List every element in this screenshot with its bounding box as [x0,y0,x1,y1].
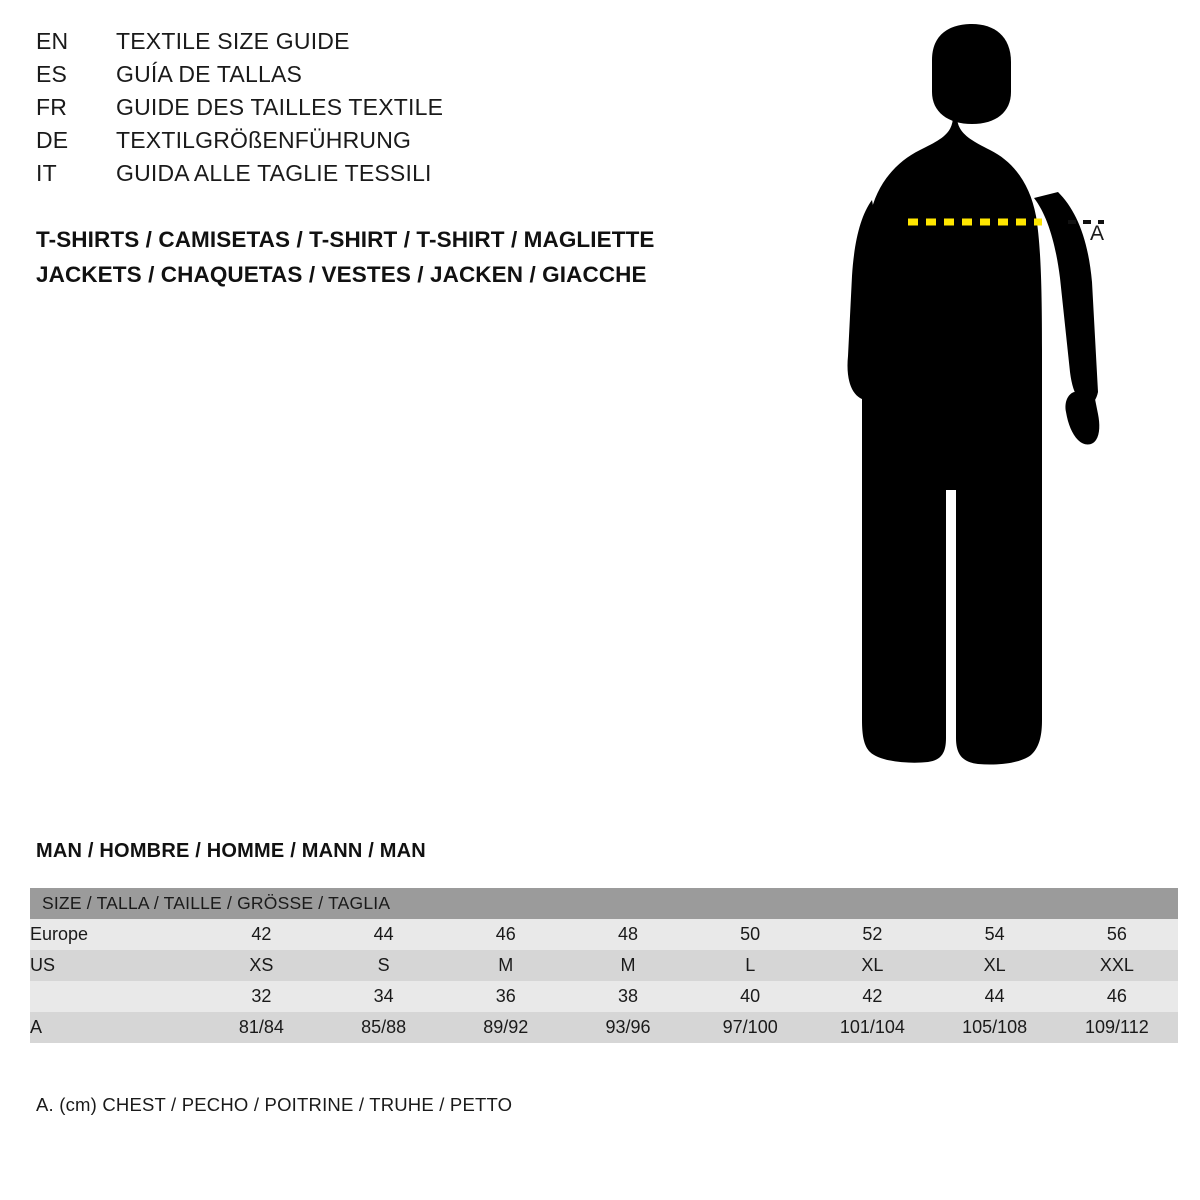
cell-value: 44 [934,981,1056,1012]
size-table [30,888,1178,1043]
language-row [36,160,736,193]
cell-value: XXL [1056,950,1178,981]
cell-value: 50 [689,919,811,950]
cell-value: 85/88 [322,1012,444,1043]
language-title: GUIDA ALLE TAGLIE TESSILI [116,160,432,186]
cell-value: 97/100 [689,1012,811,1043]
cell-value: 101/104 [811,1012,933,1043]
cell-value: 46 [445,919,567,950]
body-silhouette-figure [820,20,1180,790]
cell-value: 38 [567,981,689,1012]
cell-value: S [322,950,444,981]
measure-label-a: A [1090,222,1105,245]
cell-value: 34 [322,981,444,1012]
cell-value: M [567,950,689,981]
cell-value: 48 [567,919,689,950]
language-code: IT [36,160,57,186]
cell-value: 42 [811,981,933,1012]
cell-value: 105/108 [934,1012,1056,1043]
table-row [30,950,1178,981]
cell-value: 54 [934,919,1056,950]
language-title: GUIDE DES TAILLES TEXTILE [116,94,444,120]
language-title: TEXTILE SIZE GUIDE [116,28,350,54]
row-label [30,981,200,1012]
language-code: ES [36,61,68,87]
row-label: Europe [30,919,200,950]
table-row [30,888,1178,919]
cell-value: 56 [1056,919,1178,950]
language-row [36,94,736,127]
cell-value: 44 [322,919,444,950]
table-row [30,1012,1178,1043]
row-label: A [30,1012,200,1043]
language-row [36,127,736,160]
cell-value: L [689,950,811,981]
cell-value: XL [811,950,933,981]
cell-value: 52 [811,919,933,950]
garment-category-jackets: JACKETS / CHAQUETAS / VESTES / JACKEN / GIACCHE [36,262,647,287]
measurement-footnote: A. (cm) CHEST / PECHO / POITRINE / TRUHE / PETTO [36,1094,513,1115]
cell-value: 32 [200,981,322,1012]
language-title: GUÍA DE TALLAS [116,61,303,87]
garment-category-list [36,222,796,292]
cell-value: XL [934,950,1056,981]
size-table-header: SIZE / TALLA / TAILLE / GRÖSSE / TAGLIA [30,888,1178,919]
language-row [36,28,736,61]
cell-value: XS [200,950,322,981]
garment-category-tshirts: T-SHIRTS / CAMISETAS / T-SHIRT / T-SHIRT / MAGLIETTE [36,227,655,252]
language-title-list [36,28,736,193]
table-row [30,981,1178,1012]
cell-value: 46 [1056,981,1178,1012]
cell-value: 81/84 [200,1012,322,1043]
cell-value: 36 [445,981,567,1012]
language-code: EN [36,28,69,54]
language-code: FR [36,94,68,120]
language-code: DE [36,127,69,153]
cell-value: 40 [689,981,811,1012]
cell-value: 109/112 [1056,1012,1178,1043]
language-row [36,61,736,94]
man-silhouette-icon [820,20,1180,790]
cell-value: 42 [200,919,322,950]
cell-value: 89/92 [445,1012,567,1043]
row-label: US [30,950,200,981]
table-title-man: MAN / HOMBRE / HOMME / MANN / MAN [36,840,426,862]
table-row [30,919,1178,950]
cell-value: M [445,950,567,981]
language-title: TEXTILGRÖßENFÜHRUNG [116,127,412,153]
cell-value: 93/96 [567,1012,689,1043]
